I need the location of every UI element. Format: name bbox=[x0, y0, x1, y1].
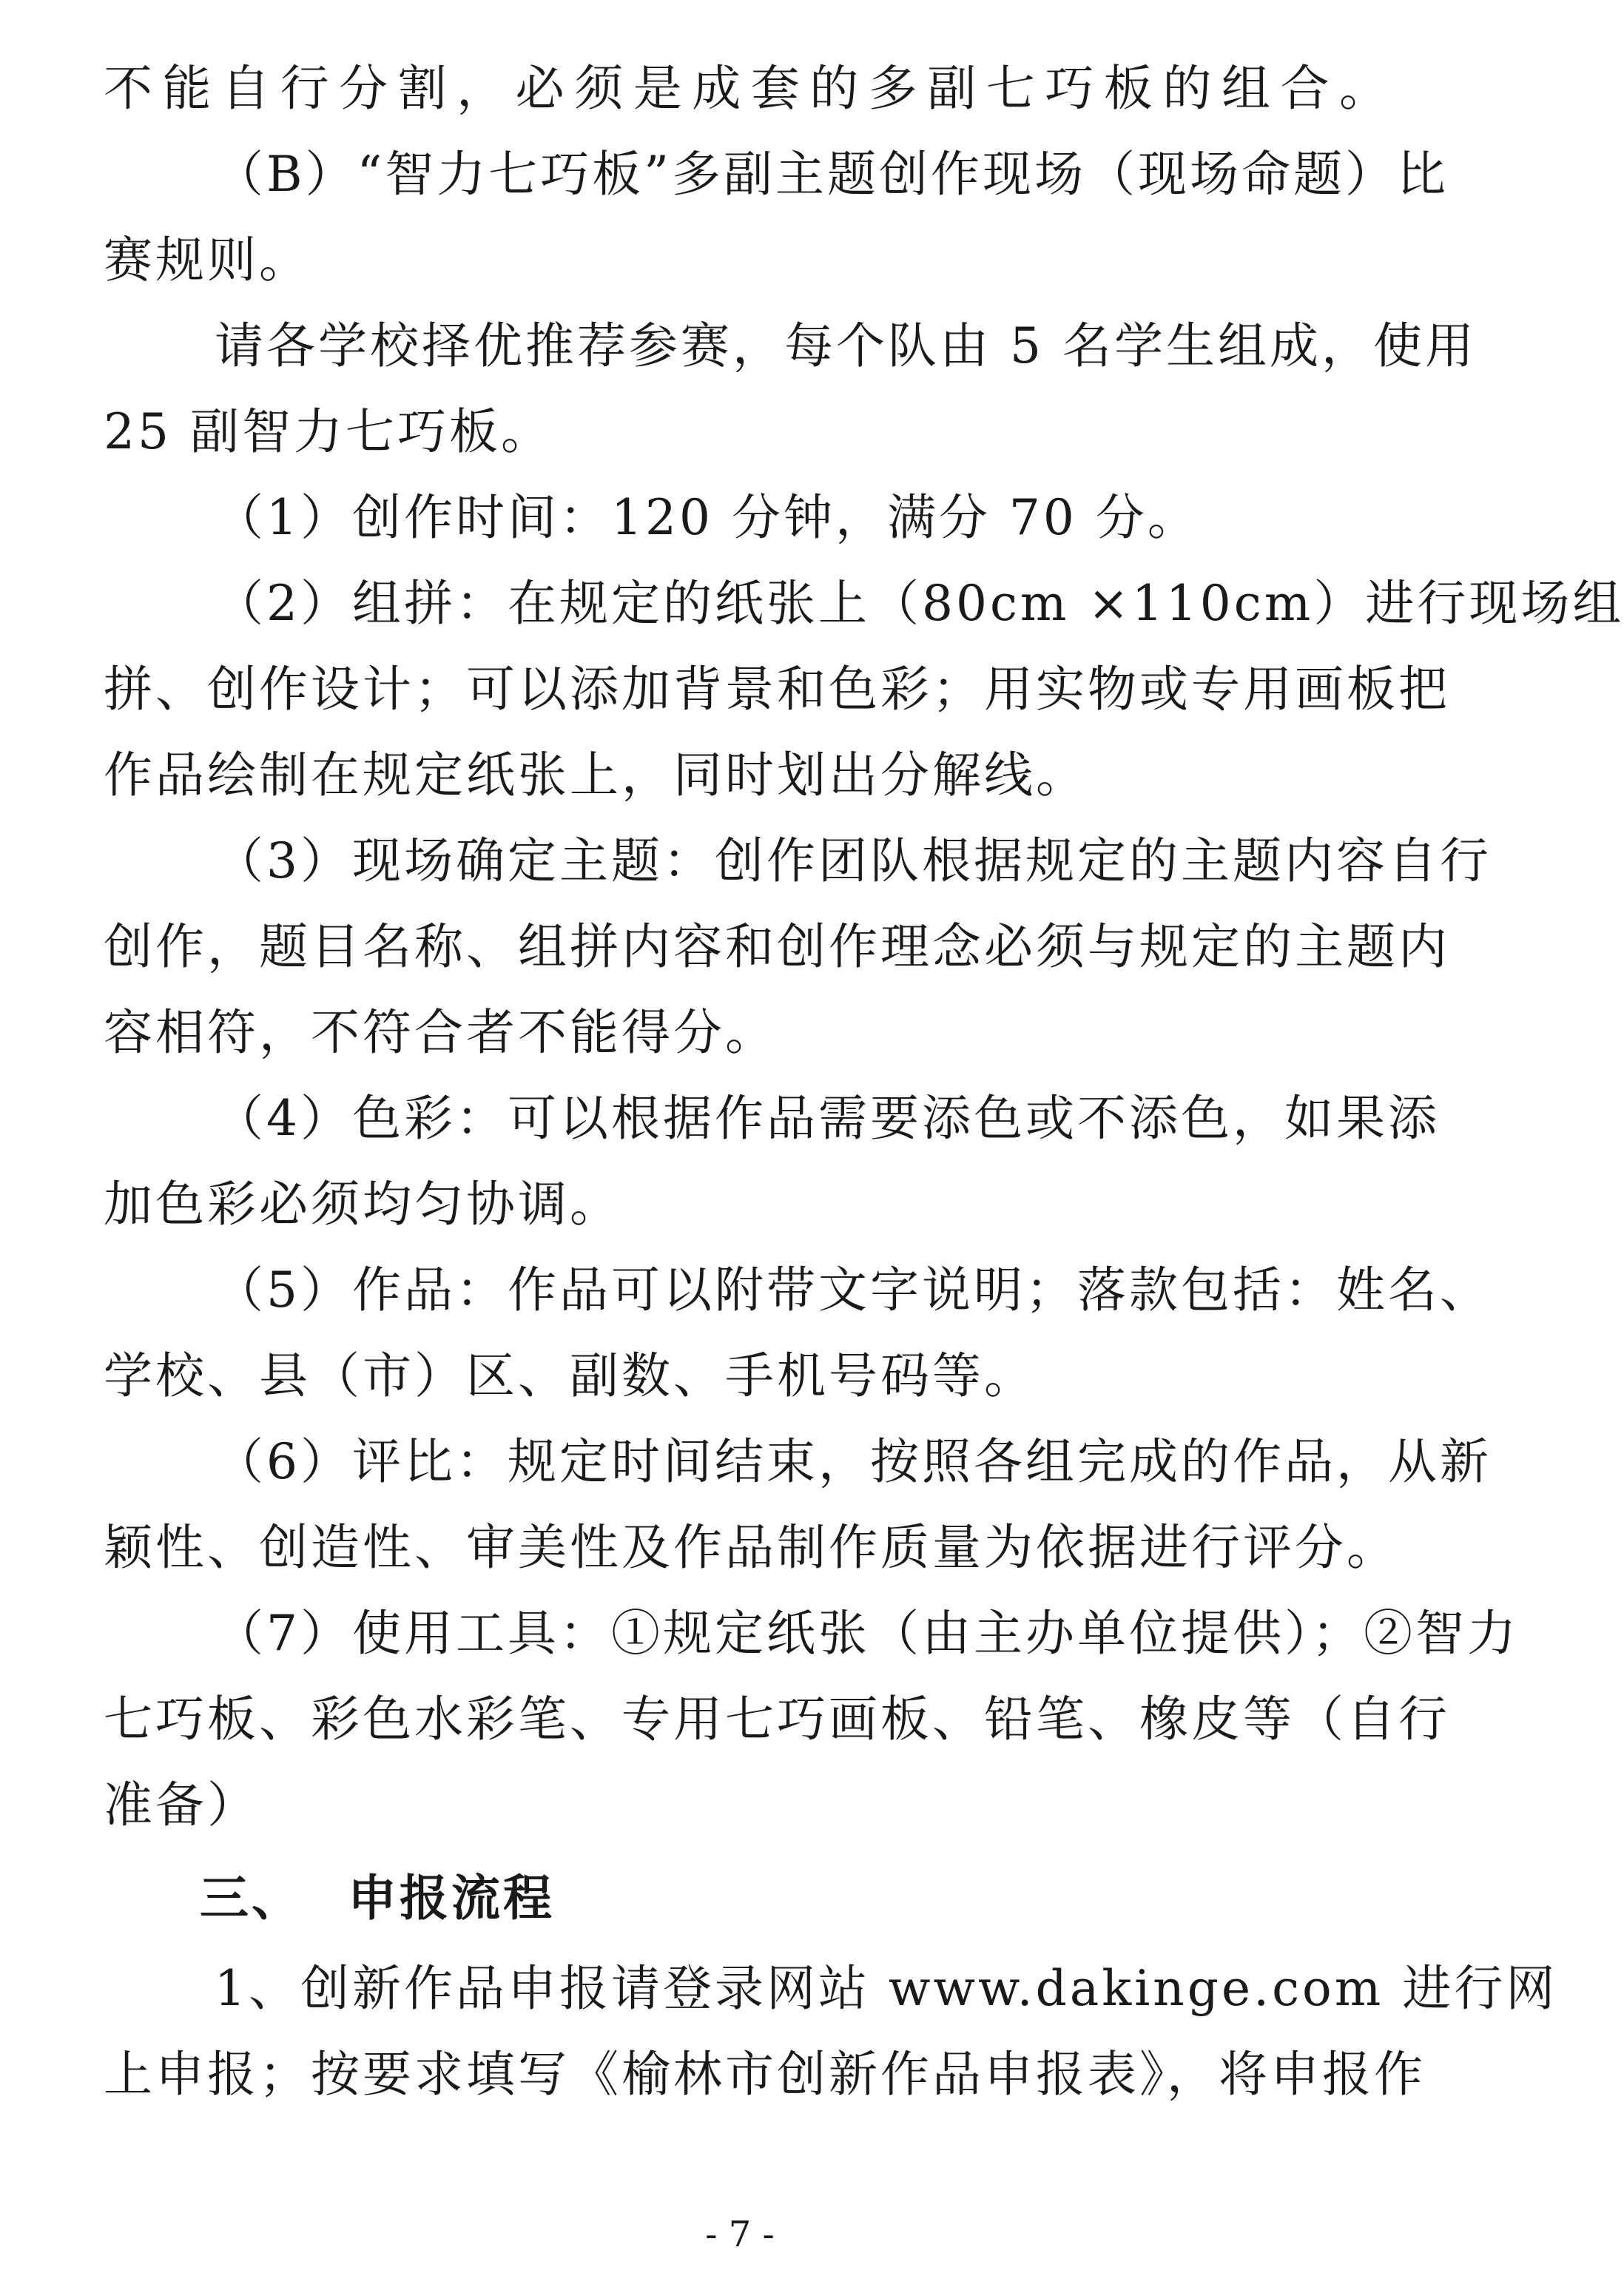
paragraph-line: 颖性、创造性、审美性及作品制作质量为依据进行评分。 bbox=[104, 1519, 1398, 1576]
paragraph-line: （2）组拼：在规定的纸张上（80cm ×110cm）进行现场组 bbox=[215, 575, 1624, 632]
section-heading-title: 申报流程 bbox=[348, 1870, 555, 1927]
paragraph-line: 作品绘制在规定纸张上，同时划出分解线。 bbox=[104, 747, 1088, 804]
section-heading-number: 三、 bbox=[200, 1870, 303, 1927]
section-heading bbox=[200, 1869, 555, 1928]
paragraph-line: 不能自行分割，必须是成套的多副七巧板的组合。 bbox=[104, 60, 1391, 117]
paragraph-line: 容相符，不符合者不能得分。 bbox=[104, 1004, 777, 1061]
paragraph-line: 1、创新作品申报请登录网站 www.dakinge.com 进行网 bbox=[215, 1960, 1558, 2017]
paragraph-line: （7）使用工具：①规定纸张（由主办单位提供）；②智力 bbox=[215, 1605, 1519, 1662]
paragraph-line: 请各学校择优推荐参赛，每个队由 5 名学生组成，使用 bbox=[215, 317, 1477, 374]
paragraph-line: 加色彩必须均匀协调。 bbox=[104, 1176, 621, 1233]
paragraph-line: （5）作品：作品可以附带文字说明；落款包括：姓名、 bbox=[215, 1262, 1492, 1318]
paragraph-line: （6）评比：规定时间结束，按照各组完成的作品，从新 bbox=[215, 1433, 1492, 1490]
paragraph-line: 拼、创作设计；可以添加背景和色彩；用实物或专用画板把 bbox=[104, 661, 1450, 718]
paragraph-line: 上申报；按要求填写《榆林市创新作品申报表》，将申报作 bbox=[104, 2046, 1426, 2103]
paragraph-line: （1）创作时间：120 分钟，满分 70 分。 bbox=[215, 489, 1199, 546]
paragraph-line: 创作，题目名称、组拼内容和创作理念必须与规定的主题内 bbox=[104, 918, 1450, 975]
paragraph-line: （4）色彩：可以根据作品需要添色或不添色，如果添 bbox=[215, 1090, 1440, 1147]
page-number: - 7 - bbox=[705, 2214, 775, 2255]
paragraph-line: 25 副智力七巧板。 bbox=[104, 403, 553, 460]
paragraph-line: 准备） bbox=[104, 1776, 259, 1833]
paragraph-line: （B）“智力七巧板”多副主题创作现场（现场命题）比 bbox=[215, 146, 1449, 203]
paragraph-line: 赛规则。 bbox=[104, 232, 311, 289]
paragraph-line: 七巧板、彩色水彩笔、专用七巧画板、铅笔、橡皮等（自行 bbox=[104, 1691, 1450, 1748]
paragraph-line: （3）现场确定主题：创作团队根据规定的主题内容自行 bbox=[215, 832, 1492, 889]
paragraph-line: 学校、县（市）区、副数、手机号码等。 bbox=[104, 1347, 1036, 1404]
